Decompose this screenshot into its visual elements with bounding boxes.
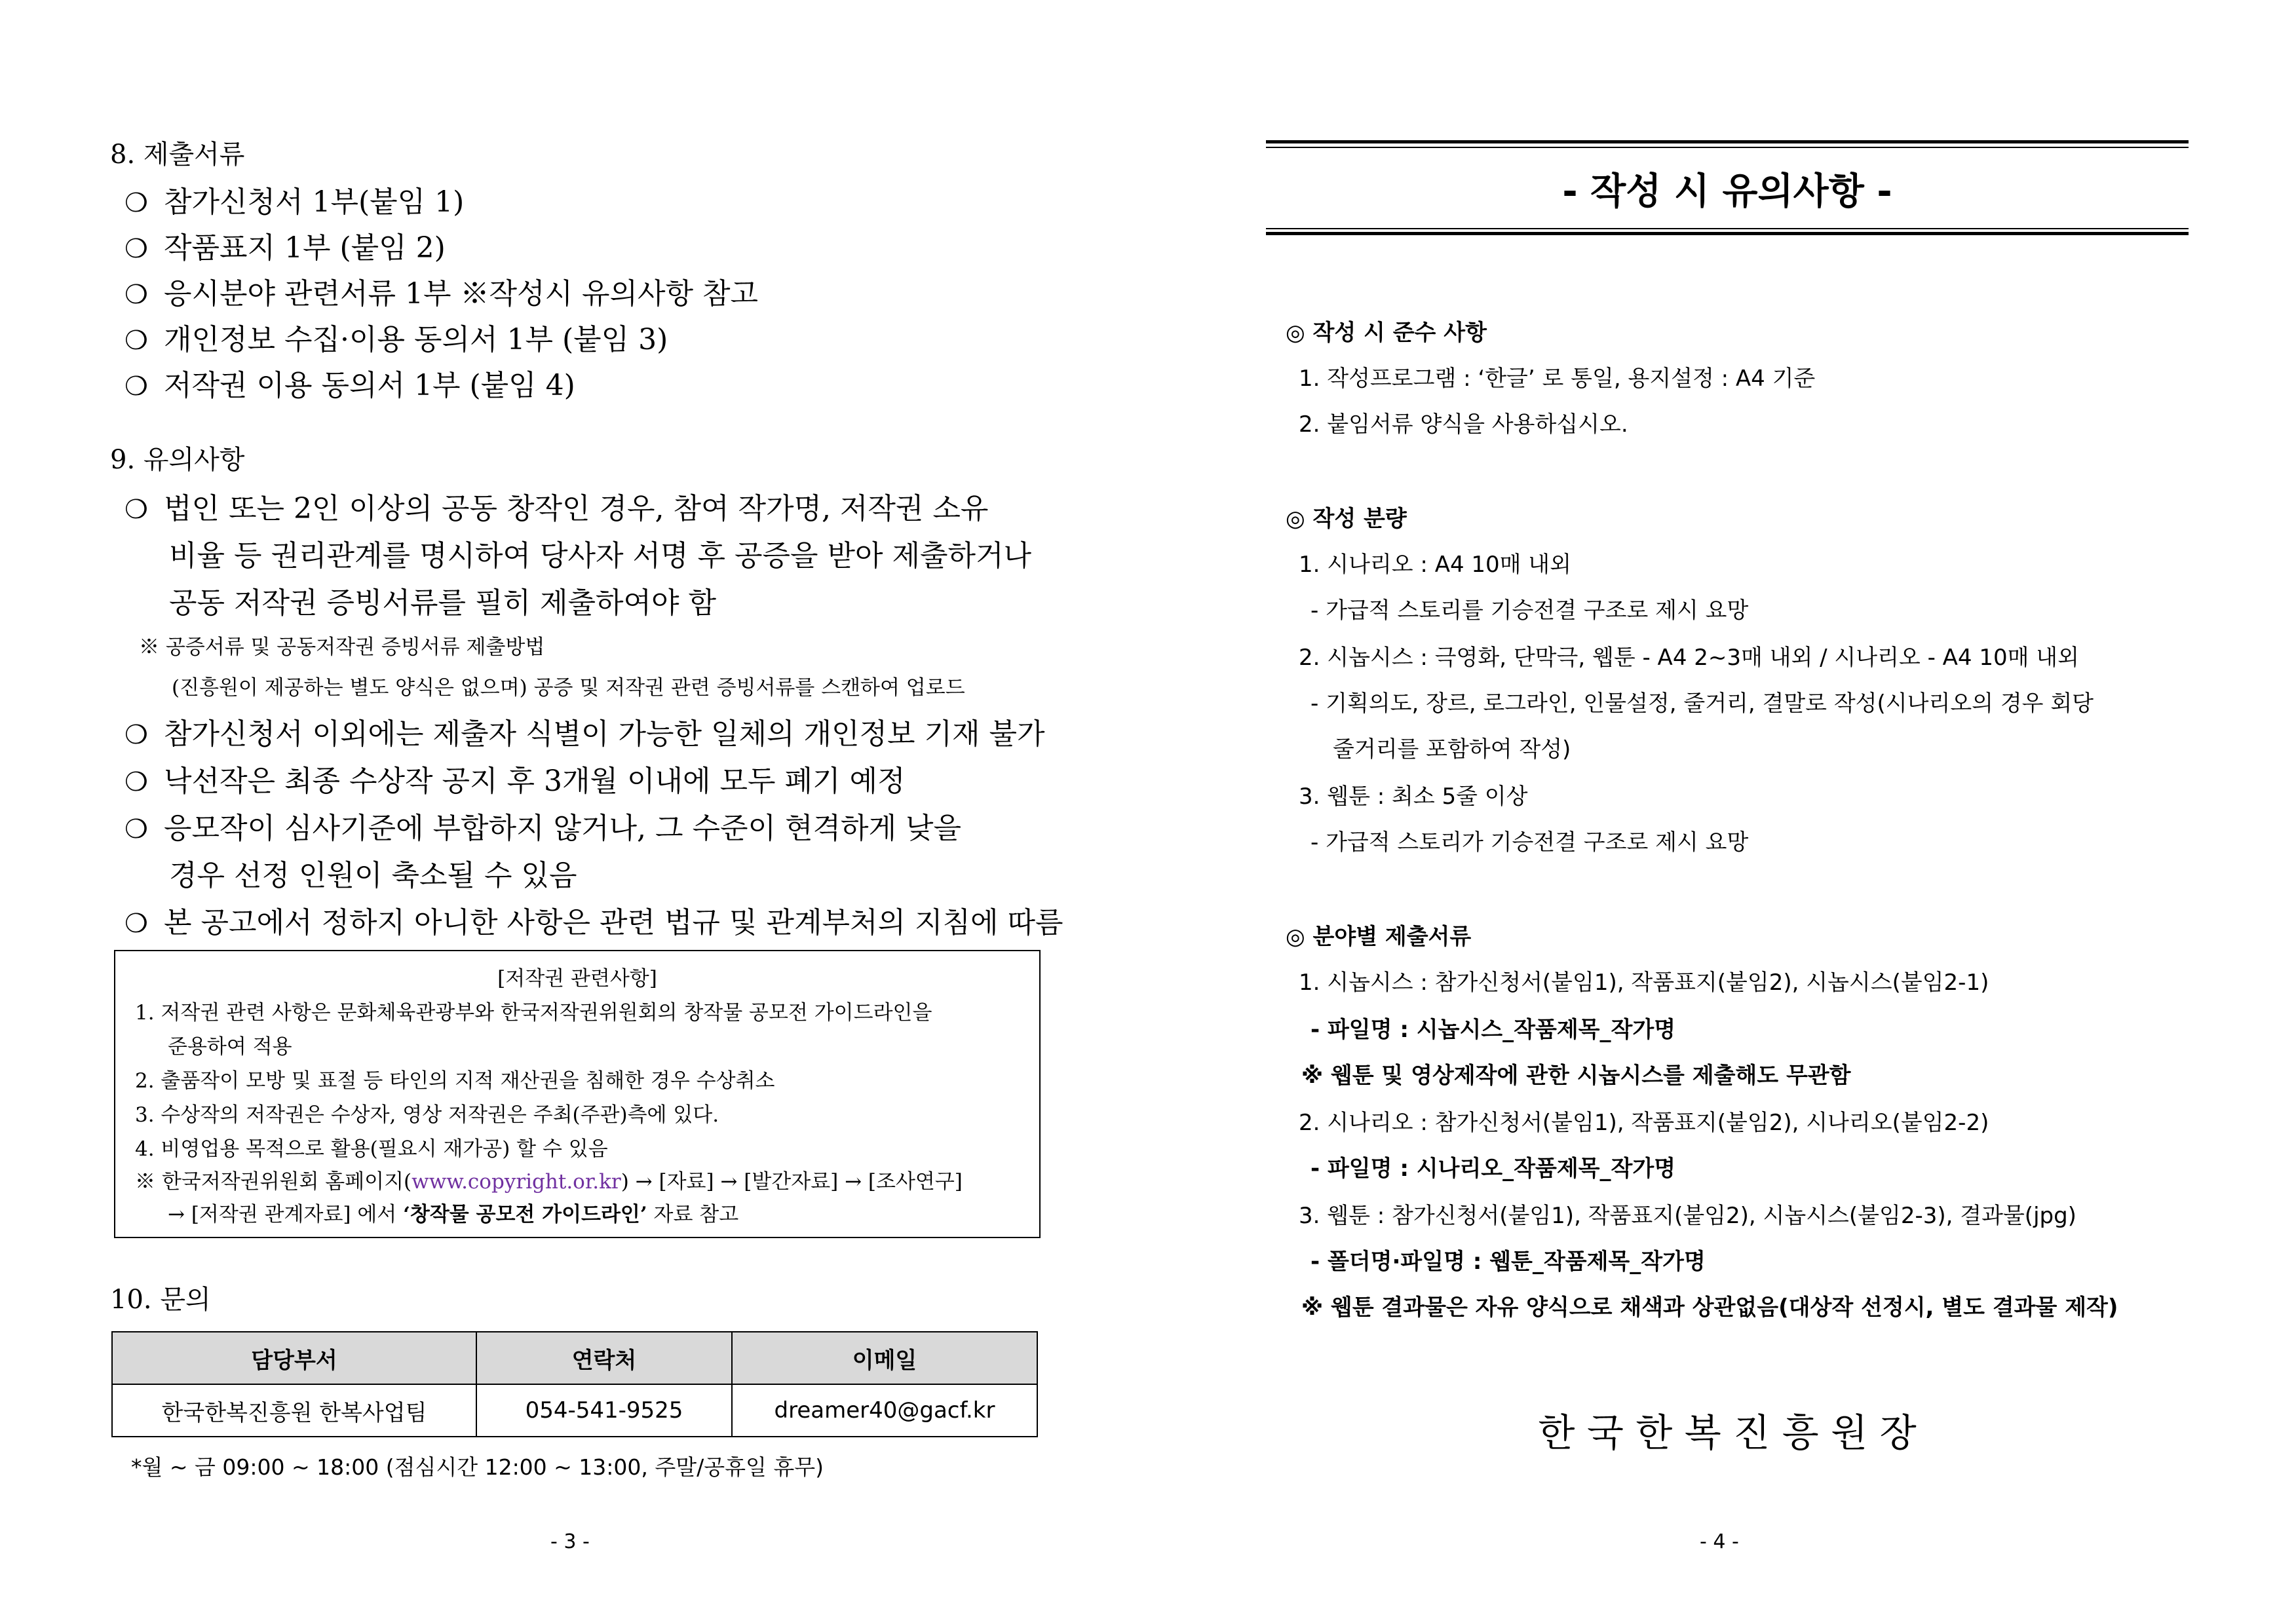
section-8-title: 8. 제출서류 — [110, 140, 245, 170]
copyright-box-title: [저작권 관련사항] — [497, 967, 657, 991]
list-item: ❍ 작품표지 1부 (붙임 2) — [124, 231, 446, 265]
section-heading: ◎ 분야별 제출서류 — [1286, 924, 1472, 950]
table-header-cell: 연락처 — [476, 1332, 732, 1384]
text-line: 2. 시놉시스 : 극영화, 단막극, 웹툰 - A4 2~3매 내외 / 시나리오 - A4 10매 내외 — [1299, 645, 2079, 671]
text-line: - 폴더명·파일명 : 웹툰_작품제목_작가명 — [1311, 1249, 1706, 1275]
copyright-line: 준용하여 적용 — [168, 1035, 292, 1059]
page-number: - 4 - — [1700, 1530, 1739, 1553]
text-line: - 가급적 스토리를 기승전결 구조로 제시 요망 — [1311, 597, 1749, 624]
title-rule-top — [1266, 140, 2189, 143]
section-heading: ◎ 작성 분량 — [1286, 506, 1407, 532]
section-10-title: 10. 문의 — [110, 1285, 211, 1315]
text-line: 1. 시나리오 : A4 10매 내외 — [1299, 552, 1571, 578]
copyright-website-link[interactable]: www.copyright.or.kr — [411, 1170, 621, 1194]
page-number: - 3 - — [550, 1530, 590, 1553]
text-line: - 파일명 : 시놉시스_작품제목_작가명 — [1311, 1017, 1676, 1043]
list-item-continued: 경우 선정 인원이 축소될 수 있음 — [169, 859, 577, 892]
title-rule-top-thin — [1266, 147, 2189, 148]
section-9-title: 9. 유의사항 — [110, 445, 245, 475]
list-item: ❍ 응모작이 심사기준에 부합하지 않거나, 그 수준이 현격하게 낮을 — [124, 812, 961, 845]
text-line: 2. 붙임서류 양식을 사용하십시오. — [1299, 411, 1628, 438]
bullet-circle-icon: ❍ — [124, 234, 148, 264]
text-line: - 기획의도, 장르, 로그라인, 인물설정, 줄거리, 결말로 작성(시나리오의 경우 회당 — [1311, 690, 2094, 717]
list-item: ❍ 법인 또는 2인 이상의 공동 창작인 경우, 참여 작가명, 저작권 소유 — [124, 492, 989, 525]
table-cell: 054-541-9525 — [476, 1384, 732, 1437]
table-header-cell: 담당부서 — [112, 1332, 476, 1384]
section-heading: ◎ 작성 시 준수 사항 — [1286, 320, 1487, 346]
text-line: 3. 웹툰 : 참가신청서(붙임1), 작품표지(붙임2), 시놉시스(붙임2-3), 결과물(jpg) — [1299, 1203, 2076, 1229]
title-rule-bottom — [1266, 232, 2189, 235]
list-item-continued: 비율 등 권리관계를 명시하여 당사자 서명 후 공증을 받아 제출하거나 — [169, 539, 1031, 573]
list-item: ❍ 참가신청서 1부(붙임 1) — [124, 185, 465, 219]
text-line: - 파일명 : 시나리오_작품제목_작가명 — [1311, 1156, 1676, 1182]
table-row — [112, 1384, 1037, 1437]
bullet-circle-icon: ❍ — [124, 767, 148, 797]
copyright-line: ※ 한국저작권위원회 홈페이지(www.copyright.or.kr) → [자료] → [발간자료] → [조사연구] — [135, 1170, 963, 1194]
copyright-line: 3. 수상작의 저작권은 수상자, 영상 저작권은 주최(주관)측에 있다. — [135, 1103, 719, 1127]
copyright-line: 2. 출품작이 모방 및 표절 등 타인의 지적 재산권을 침해한 경우 수상취소 — [135, 1069, 775, 1093]
bullet-circle-icon: ❍ — [124, 326, 148, 356]
contact-hours-note: *월 ~ 금 09:00 ~ 18:00 (점심시간 12:00 ~ 13:00, 주말/공휴일 휴무) — [131, 1454, 824, 1480]
text-line: 1. 시놉시스 : 참가신청서(붙임1), 작품표지(붙임2), 시놉시스(붙임2-1) — [1299, 970, 1989, 996]
title-rule-bottom-thin — [1266, 228, 2189, 229]
list-item: ❍ 응시분야 관련서류 1부 ※작성시 유의사항 참고 — [124, 277, 758, 311]
bullet-circle-icon: ❍ — [124, 720, 148, 750]
list-item: ❍ 참가신청서 이외에는 제출자 식별이 가능한 일체의 개인정보 기재 불가 — [124, 717, 1045, 751]
copyright-line: → [저작권 관계자료] 에서 ‘창작물 공모전 가이드라인’ 자료 참고 — [168, 1203, 739, 1226]
note-line: (진흥원이 제공하는 별도 양식은 없으며) 공증 및 저작권 관련 증빙서류를 스캔하여 업로드 — [172, 676, 965, 700]
bullet-circle-icon: ❍ — [124, 280, 148, 310]
contact-table — [111, 1331, 1038, 1437]
bullet-circle-icon: ❍ — [124, 371, 148, 402]
text-line: ※ 웹툰 및 영상제작에 관한 시놉시스를 제출해도 무관함 — [1301, 1063, 1851, 1089]
list-item: ❍ 개인정보 수집·이용 동의서 1부 (붙임 3) — [124, 323, 668, 356]
list-item: ❍ 본 공고에서 정하지 아니한 사항은 관련 법규 및 관계부처의 지침에 따름 — [124, 906, 1063, 939]
note-line: ※ 공증서류 및 공동저작권 증빙서류 제출방법 — [139, 635, 545, 659]
list-item-continued: 공동 저작권 증빙서류를 필히 제출하여야 함 — [169, 586, 717, 620]
text-line: ※ 웹툰 결과물은 자유 양식으로 채색과 상관없음(대상작 선정시, 별도 결과물 제작) — [1301, 1294, 2118, 1321]
text-line: 2. 시나리오 : 참가신청서(붙임1), 작품표지(붙임2), 시나리오(붙임2-2) — [1299, 1110, 1989, 1136]
text-line: 1. 작성프로그램 : ‘한글’ 로 통일, 용지설정 : A4 기준 — [1299, 366, 1816, 392]
bullet-circle-icon: ❍ — [124, 814, 148, 844]
copyright-notice-box — [114, 950, 1041, 1238]
text-line: 줄거리를 포함하여 작성) — [1333, 736, 1571, 763]
text-line: 3. 웹툰 : 최소 5줄 이상 — [1299, 784, 1528, 810]
page-title: - 작성 시 유의사항 - — [1562, 170, 1892, 213]
table-header-cell: 이메일 — [732, 1332, 1037, 1384]
copyright-line: 4. 비영업용 목적으로 활용(필요시 재가공) 할 수 있음 — [135, 1137, 608, 1161]
table-cell: 한국한복진흥원 한복사업팀 — [112, 1384, 476, 1437]
bullet-circle-icon: ❍ — [124, 909, 148, 939]
bullet-circle-icon: ❍ — [124, 495, 148, 525]
table-cell: dreamer40@gacf.kr — [732, 1384, 1037, 1437]
signature: 한 국 한 복 진 흥 원 장 — [1538, 1410, 1917, 1455]
list-item: ❍ 낙선작은 최종 수상작 공지 후 3개월 이내에 모두 폐기 예정 — [124, 765, 906, 798]
text-line: - 가급적 스토리가 기승전결 구조로 제시 요망 — [1311, 829, 1749, 856]
bullet-circle-icon: ❍ — [124, 188, 148, 218]
table-header-row — [112, 1332, 1037, 1384]
copyright-line: 1. 저작권 관련 사항은 문화체육관광부와 한국저작권위원회의 창작물 공모전 가이드라인을 — [135, 1001, 932, 1025]
list-item: ❍ 저작권 이용 동의서 1부 (붙임 4) — [124, 369, 575, 402]
